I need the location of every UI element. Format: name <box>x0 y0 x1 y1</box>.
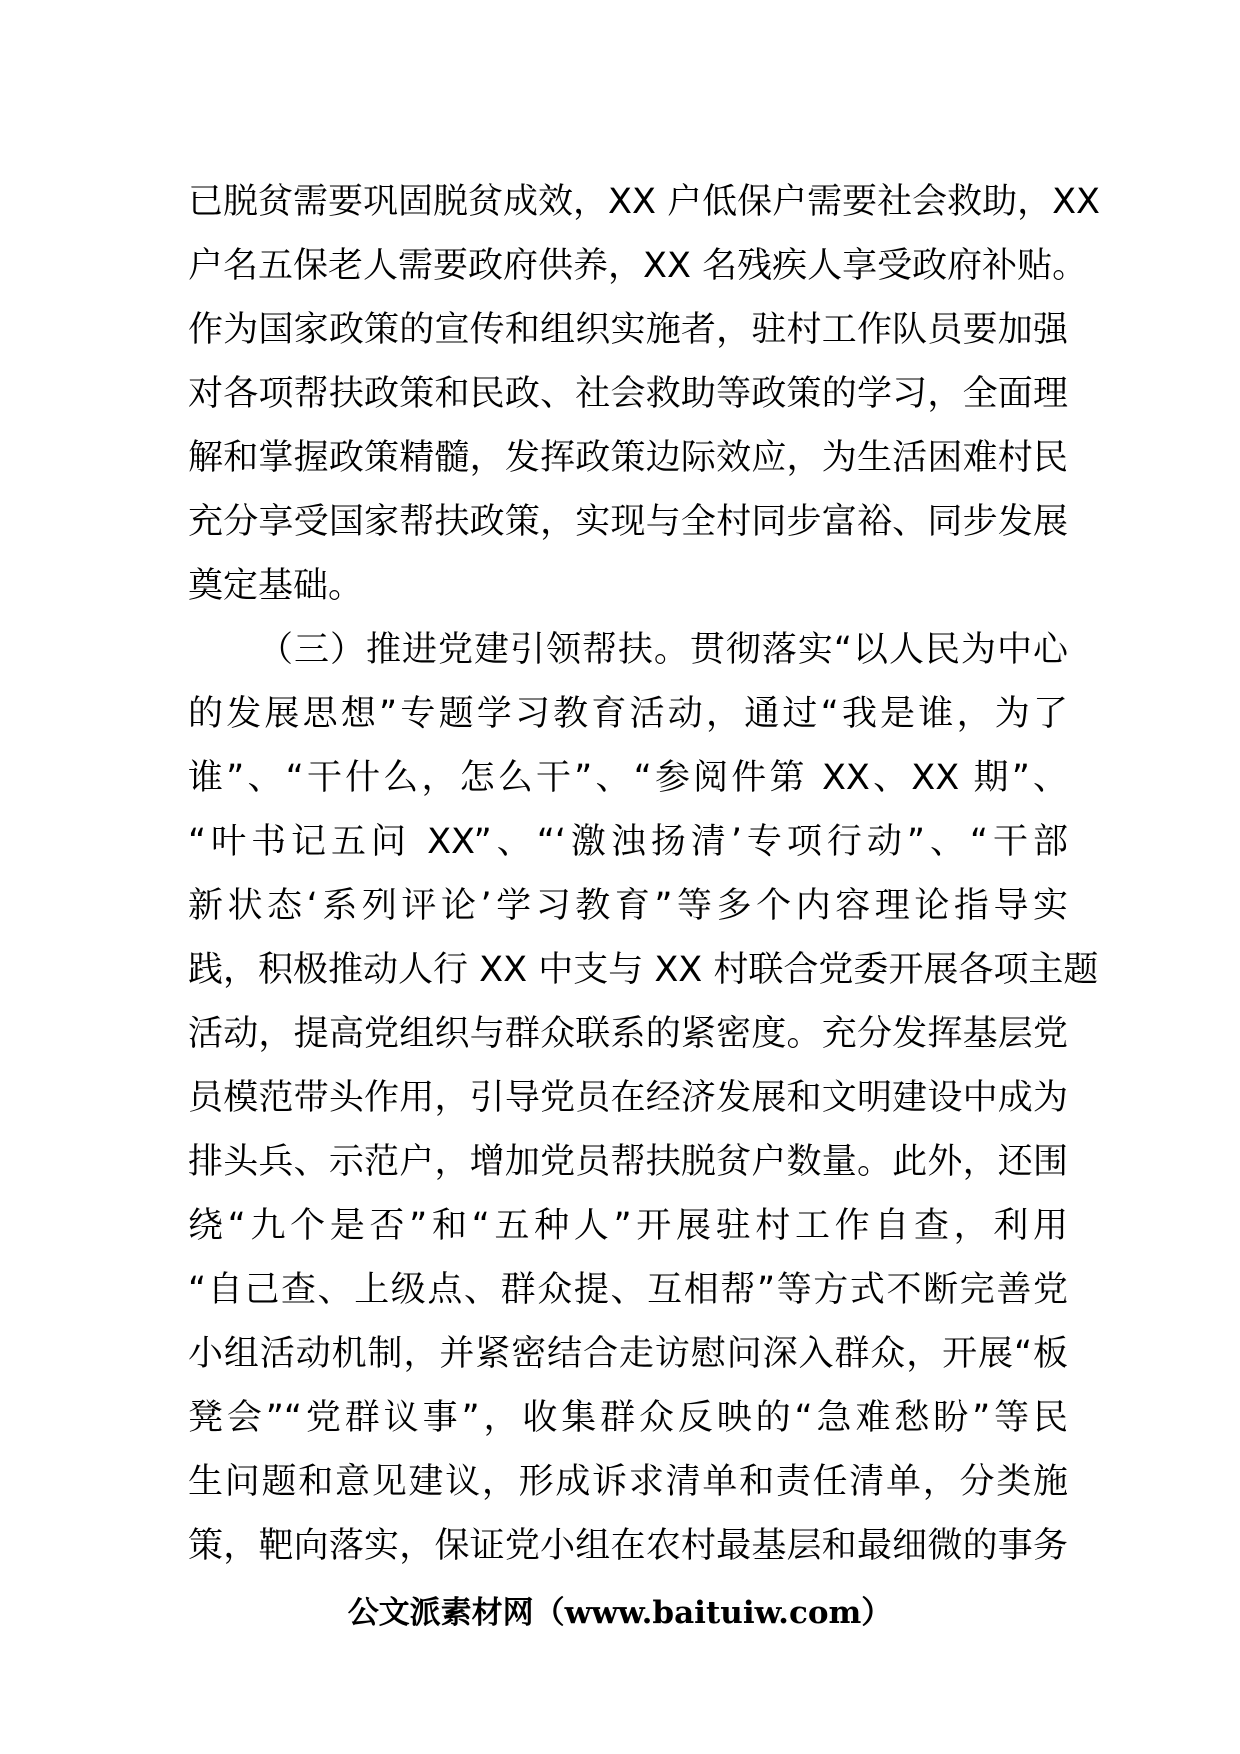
text-line: 的发展思想”专题学习教育活动，通过“我是谁，为了 <box>188 694 1068 734</box>
text-line: 谁”、“干什么，怎么干”、“参阅件第 XX、XX 期”、 <box>188 758 1068 798</box>
section-heading-line: （三）推进党建引领帮扶。贯彻落实“以人民为中心 <box>258 630 1068 670</box>
text-line: 凳会”“党群议事”，收集群众反映的“急难愁盼”等民 <box>188 1398 1068 1438</box>
text-line: 充分享受国家帮扶政策，实现与全村同步富裕、同步发展 <box>188 502 1068 542</box>
text-line: 已脱贫需要巩固脱贫成效，XX 户低保户需要社会救助，XX <box>188 182 1101 222</box>
text-line: 员模范带头作用，引导党员在经济发展和文明建设中成为 <box>188 1078 1068 1118</box>
text-line: 绕“九个是否”和“五种人”开展驻村工作自查，利用 <box>188 1206 1068 1246</box>
text-line: 生问题和意见建议，形成诉求清单和责任清单，分类施 <box>188 1462 1068 1502</box>
text-line: 践，积极推动人行 XX 中支与 XX 村联合党委开展各项主题 <box>188 950 1099 990</box>
text-line: 活动，提高党组织与群众联系的紧密度。充分发挥基层党 <box>188 1014 1068 1054</box>
text-line: 排头兵、示范户，增加党员帮扶脱贫户数量。此外，还围 <box>188 1142 1068 1182</box>
paragraph-1 <box>188 170 1101 618</box>
text-line: 策，靶向落实，保证党小组在农村最基层和最细微的事务 <box>188 1526 1068 1566</box>
text-line: 户名五保老人需要政府供养，XX 名残疾人享受政府补贴。 <box>188 246 1088 286</box>
text-line: “叶书记五问 XX”、“‘激浊扬清’专项行动”、“干部 <box>188 822 1068 862</box>
text-line: 解和掌握政策精髓，发挥政策边际效应，为生活困难村民 <box>188 438 1068 478</box>
paragraph-2 <box>188 618 1099 1578</box>
text-line: 对各项帮扶政策和民政、社会救助等政策的学习，全面理 <box>188 374 1068 414</box>
document-body <box>188 170 1101 1578</box>
text-line: 小组活动机制，并紧密结合走访慰问深入群众，开展“板 <box>188 1334 1068 1374</box>
text-line: 作为国家政策的宣传和组织实施者，驻村工作队员要加强 <box>188 310 1068 350</box>
footer-watermark: 公文派素材网（www.baituiw.com） <box>347 1595 893 1631</box>
text-line: 新状态‘系列评论’学习教育”等多个内容理论指导实 <box>188 886 1068 926</box>
text-line: “自己查、上级点、群众提、互相帮”等方式不断完善党 <box>188 1270 1068 1310</box>
text-line: 奠定基础。 <box>188 566 364 606</box>
